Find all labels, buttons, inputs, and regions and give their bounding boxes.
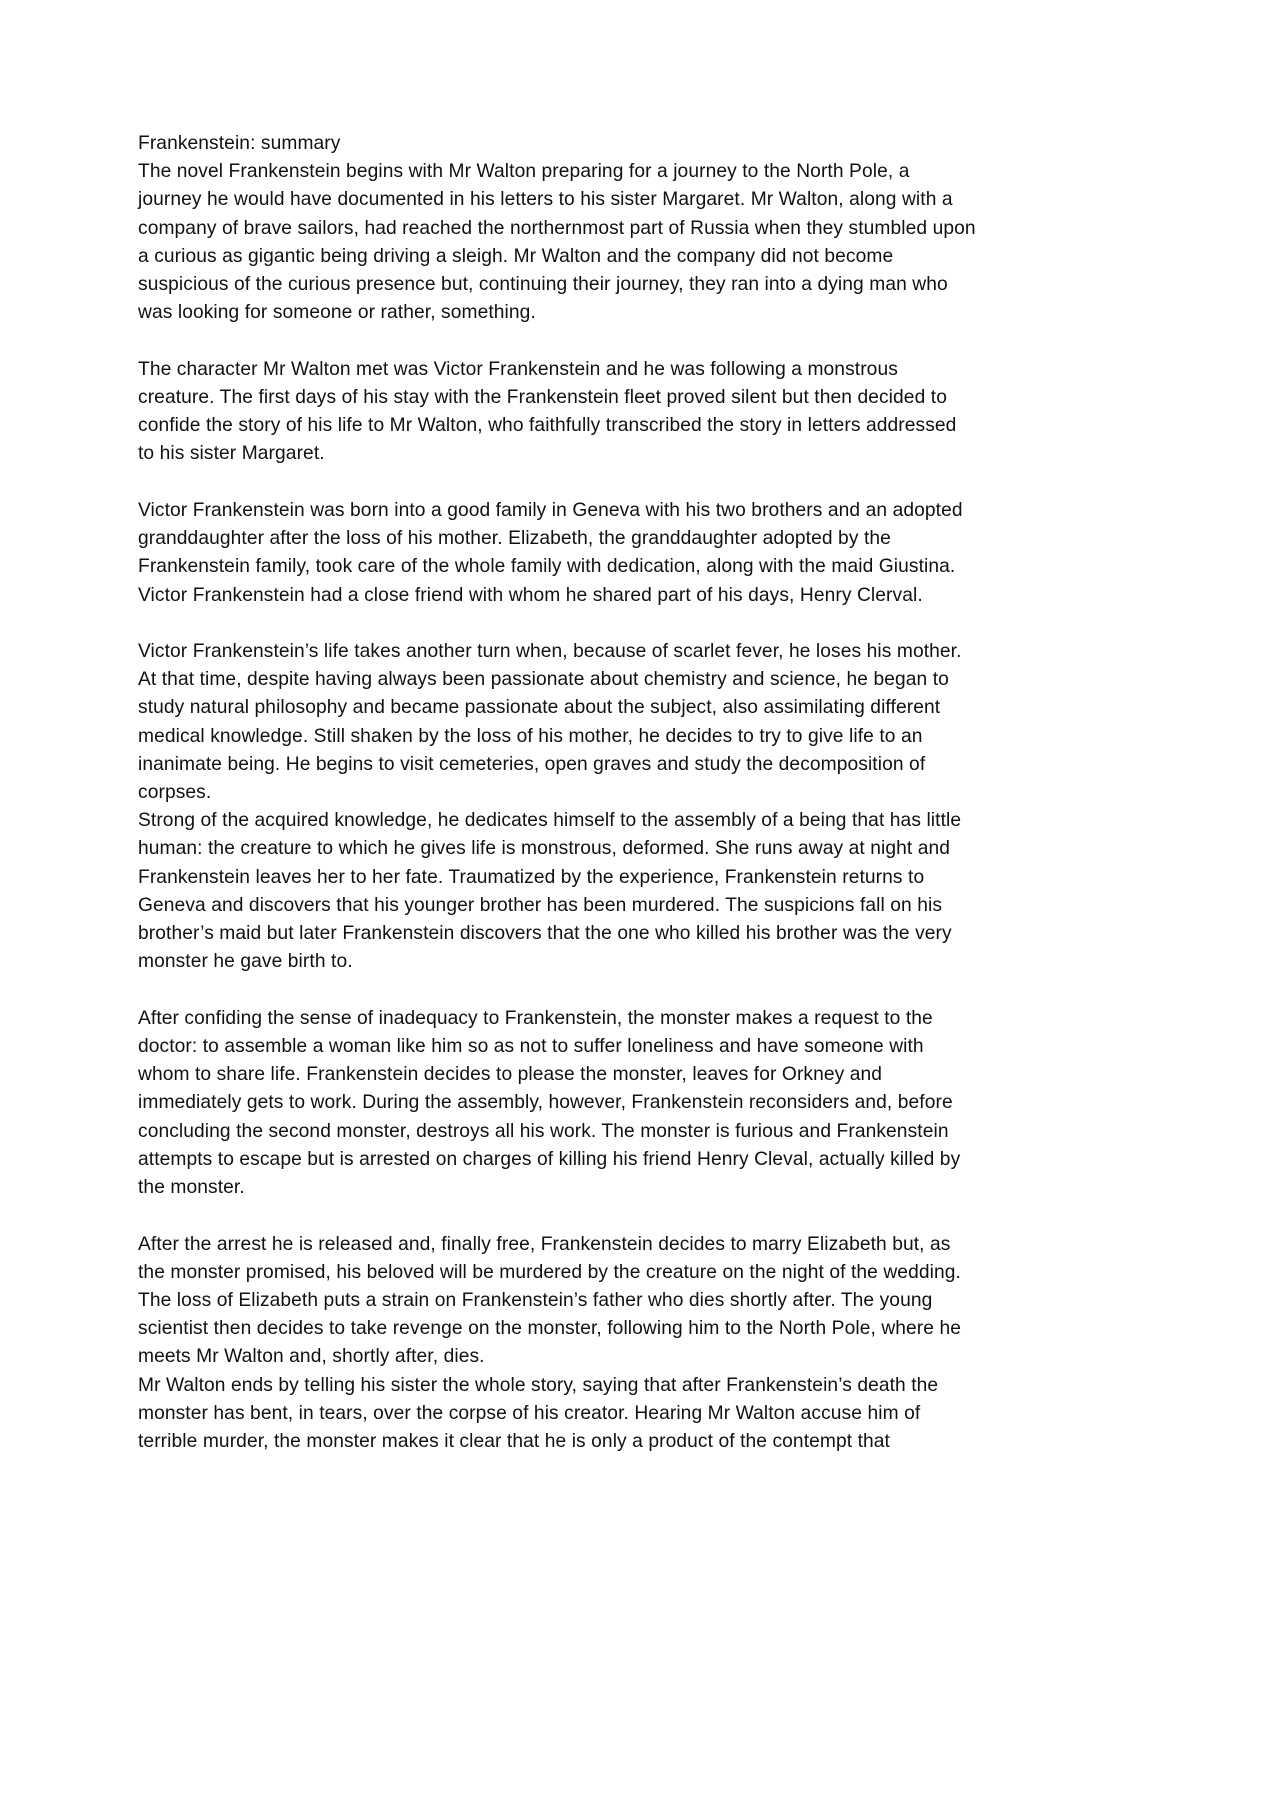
document-title: Frankenstein: summary [138,133,341,154]
paragraph-8: Mr Walton ends by telling his sister the whole story, saying that after Frankenstein’s death the monster has bent, in tears, over the corpse of his creator. Hearing Mr Walton accuse him of terrible murder, the monster makes it clear that he is only a product of the contempt that [138,1374,939,1453]
paragraph-spacer [138,610,978,638]
paragraph-spacer [138,977,978,1005]
paragraph-5: Strong of the acquired knowledge, he dedicates himself to the assembly of a being that has little human: the creature to which he gives life is monstrous, deformed. She runs away at night and Frankenstein leaves her to her fate. Traumatized by the experience, Frankenstein returns to Geneva and discovers that his younger brother has been murdered. The suspicions fall on his brother’s maid but later Frankenstein discovers that the one who killed his brother was the very monster he gave birth to. [138,810,962,973]
paragraph-1: The novel Frankenstein begins with Mr Walton preparing for a journey to the North Pole, a journey he would have documented in his letters to his sister Margaret. Mr Walton, along with a company of brave sailors, had reached the northernmost part of Russia when they stumbled upon a curious as gigantic being driving a sleigh. Mr Walton and the company did not become suspicious of the curious presence but, continuing their journey, they ran into a dying man who was looking for someone or rather, something. [138,161,976,324]
paragraph-2: The character Mr Walton met was Victor Frankenstein and he was following a monstrous creature. The first days of his stay with the Frankenstein fleet proved silent but then decided to confide the story of his life to Mr Walton, who faithfully transcribed the story in letters addressed to his sister Margaret. [138,358,957,465]
paragraph-3: Victor Frankenstein was born into a good family in Geneva with his two brothers and an adopted granddaughter after the loss of his mother. Elizabeth, the granddaughter adopted by the Frankenstein family, took care of the whole family with dedication, along with the maid Giustina. Victor Frankenstein had a close friend with whom he shared part of his days, Henry Clerval. [138,499,963,606]
paragraph-4: Victor Frankenstein’s life takes another turn when, because of scarlet fever, he loses his mother. At that time, despite having always been passionate about chemistry and science, he began to study natural philosophy and became passionate about the subject, also assimilating different medical knowledge. Still shaken by the loss of his mother, he decides to try to give life to an inanimate being. He begins to visit cemeteries, open graves and study the decomposition of corpses. [138,640,962,804]
paragraph-spacer [138,328,978,356]
paragraph-spacer [138,1202,978,1230]
paragraph-7: After the arrest he is released and, finally free, Frankenstein decides to marry Elizabeth but, as the monster promised, his beloved will be murdered by the creature on the night of the wedding. The loss of Elizabeth puts a strain on Frankenstein’s father who dies shortly after. The young scientist then decides to take revenge on the monster, following him to the North Pole, where he meets Mr Walton and, shortly after, dies. [138,1233,962,1368]
paragraph-spacer [138,469,978,497]
paragraph-6: After confiding the sense of inadequacy to Frankenstein, the monster makes a request to the doctor: to assemble a woman like him so as not to suffer loneliness and have someone with whom to share life. Frankenstein decides to please the monster, leaves for Orkney and immediately gets to work. During the assembly, however, Frankenstein reconsiders and, before concluding the second monster, destroys all his work. The monster is furious and Frankenstein attempts to escape but is arrested on charges of killing his friend Henry Cleval, actually killed by the monster. [138,1007,961,1199]
document-body [138,130,978,1456]
